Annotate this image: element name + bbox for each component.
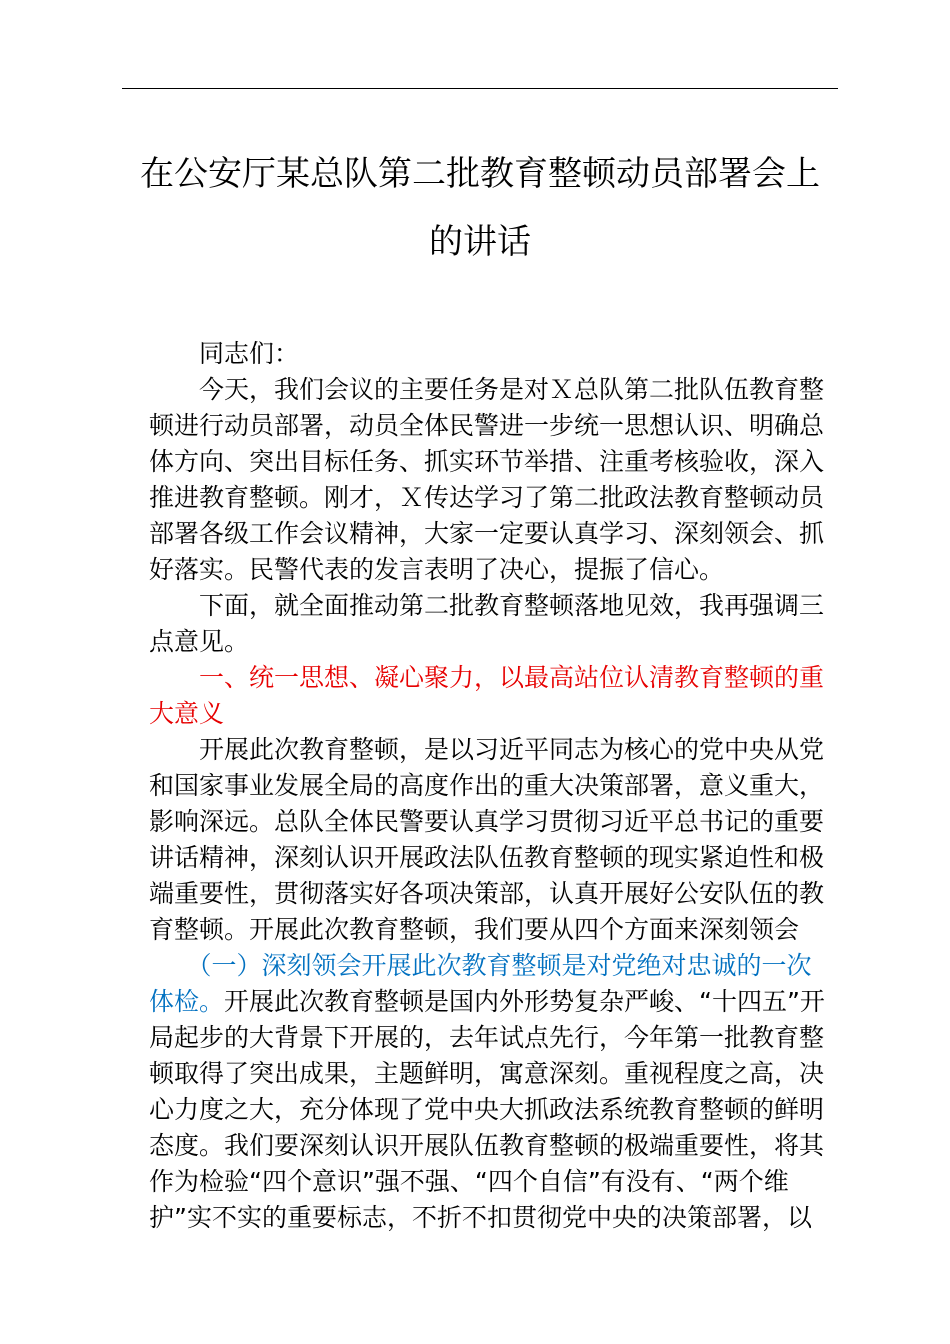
paragraph-line: 顿进行动员部署，动员全体民警进一步统一思想认识、明确总 (149, 411, 825, 440)
paragraph-line: 影响深远。总队全体民警要认真学习贯彻习近平总书记的重要 (149, 807, 825, 836)
paragraph-line: 部署各级工作会议精神，大家一定要认真学习、深刻领会、抓 (149, 519, 825, 548)
paragraph-line: 下面，就全面推动第二批教育整顿落地见效，我再强调三 (149, 591, 825, 620)
paragraph-line: 态度。我们要深刻认识开展队伍教育整顿的极端重要性，将其 (149, 1131, 825, 1160)
paragraph-line: 局起步的大背景下开展的，去年试点先行，今年第一批教育整 (149, 1023, 825, 1052)
paragraph-line: 育整顿。开展此次教育整顿，我们要从四个方面来深刻领会 (149, 915, 800, 944)
paragraph-line: 讲话精神，深刻认识开展政法队伍教育整顿的现实紧迫性和极 (149, 843, 825, 872)
paragraph-line: 心力度之大，充分体现了党中央大抓政法系统教育整顿的鲜明 (149, 1095, 825, 1124)
subsection-heading-1: （一）深刻领会开展此次教育整顿是对党绝对忠诚的一次 (149, 951, 812, 980)
document-body (149, 336, 839, 1236)
paragraph-text: 开展此次教育整顿是国内外形势复杂严峻、“十四五”开 (224, 987, 825, 1016)
section-heading-1-cont: 大意义 (149, 699, 225, 728)
salutation: 同志们： (149, 339, 300, 368)
document-title-line-2: 的讲话 (429, 222, 531, 262)
paragraph-line: 今天，我们会议的主要任务是对Ｘ总队第二批队伍教育整 (149, 375, 825, 404)
paragraph-line: 作为检验“四个意识”强不强、“四个自信”有没有、“两个维 (149, 1167, 789, 1196)
paragraph-line: 开展此次教育整顿，是以习近平同志为核心的党中央从党 (149, 735, 825, 764)
paragraph-line: 推进教育整顿。刚才，Ｘ传达学习了第二批政法教育整顿动员 (149, 483, 825, 512)
paragraph-line: 端重要性，贯彻落实好各项决策部，认真开展好公安队伍的教 (149, 879, 825, 908)
header-rule (122, 88, 838, 89)
paragraph-line: 和国家事业发展全局的高度作出的重大决策部署，意义重大， (149, 771, 825, 800)
section-heading-1: 一、统一思想、凝心聚力，以最高站位认清教育整顿的重 (149, 663, 825, 692)
subsection-heading-1-cont: 体检。 (149, 987, 225, 1016)
paragraph-line: 护”实不实的重要标志，不折不扣贯彻党中央的决策部署，以 (149, 1203, 812, 1232)
paragraph-line: 点意见。 (149, 627, 250, 656)
paragraph-line: 顿取得了突出成果，主题鲜明，寓意深刻。重视程度之高，决 (149, 1059, 825, 1088)
paragraph-line: 体方向、突出目标任务、抓实环节举措、注重考核验收，深入 (149, 447, 825, 476)
subsection-heading-1-line (149, 984, 839, 1020)
paragraph-line: 好落实。民警代表的发言表明了决心，提振了信心。 (149, 555, 725, 584)
document-title-line-1: 在公安厅某总队第二批教育整顿动员部署会上 (140, 154, 820, 194)
